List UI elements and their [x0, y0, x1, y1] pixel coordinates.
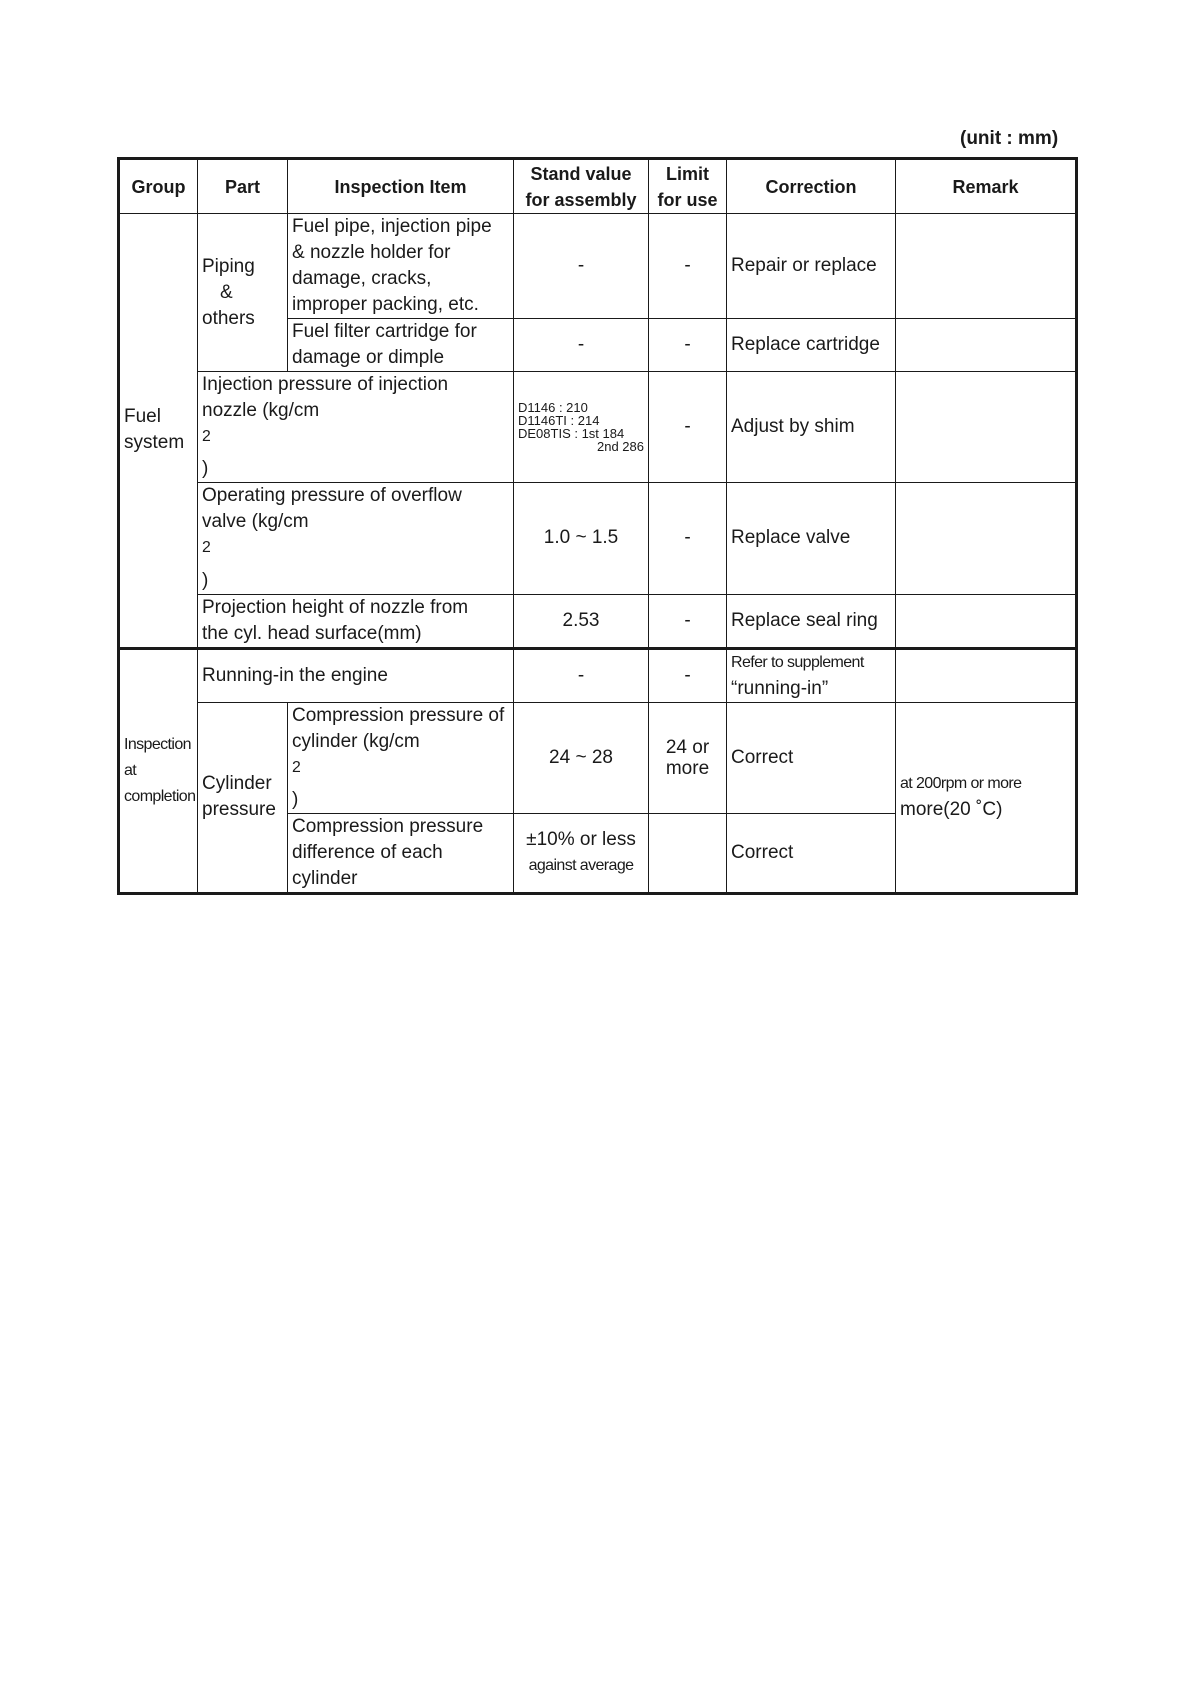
item-fuel-filter: Fuel filter cartridge for damage or dimple	[288, 319, 514, 372]
table-row	[119, 483, 1077, 594]
item-injection-pressure: Injection pressure of injection nozzle (kg/cm $^2$ )	[198, 372, 514, 483]
header-row	[119, 159, 1077, 214]
group-fuel-system: Fuel system	[119, 214, 198, 649]
table-row	[119, 594, 1077, 648]
limit-projection-height: -	[649, 594, 727, 648]
remark-running-in	[896, 648, 1077, 702]
correction-injection-pressure: Adjust by shim	[727, 372, 896, 483]
item-overflow-valve: Operating pressure of overflow valve (kg/cm $^2$ )	[198, 483, 514, 594]
stand-running-in: -	[514, 648, 649, 702]
limit-compression-difference	[649, 813, 727, 893]
remark-overflow-valve	[896, 483, 1077, 594]
stand-compression-difference: ±10% or less against average	[514, 813, 649, 893]
stand-compression-pressure: 24 ~ 28	[514, 702, 649, 813]
limit-overflow-valve: -	[649, 483, 727, 594]
stand-injection-pressure: D1146 : 210 D1146TI : 214 DE08TIS : 1st 184 2nd 286	[514, 372, 649, 483]
correction-overflow-valve: Replace valve	[727, 483, 896, 594]
header-group: Group	[119, 159, 198, 214]
remark-fuel-pipe	[896, 214, 1077, 319]
correction-projection-height: Replace seal ring	[727, 594, 896, 648]
header-correction: Correction	[727, 159, 896, 214]
table-row	[119, 702, 1077, 813]
limit-compression-pressure: 24 or more	[649, 702, 727, 813]
remark-compression: at 200rpm or more more(20 ˚C)	[896, 702, 1077, 893]
table-row	[119, 372, 1077, 483]
remark-projection-height	[896, 594, 1077, 648]
limit-fuel-filter: -	[649, 319, 727, 372]
remark-injection-pressure	[896, 372, 1077, 483]
stand-fuel-pipe: -	[514, 214, 649, 319]
header-limit: Limit for use	[649, 159, 727, 214]
table-row	[119, 214, 1077, 319]
stand-fuel-filter: -	[514, 319, 649, 372]
limit-running-in: -	[649, 648, 727, 702]
remark-fuel-filter	[896, 319, 1077, 372]
part-piping-others: Piping & others	[198, 214, 288, 372]
header-part: Part	[198, 159, 288, 214]
item-fuel-pipe: Fuel pipe, injection pipe & nozzle holder for damage, cracks, improper packing, etc.	[288, 214, 514, 319]
correction-compression-difference: Correct	[727, 813, 896, 893]
limit-injection-pressure: -	[649, 372, 727, 483]
item-running-in: Running-in the engine	[198, 648, 514, 702]
correction-compression-pressure: Correct	[727, 702, 896, 813]
header-inspection-item: Inspection Item	[288, 159, 514, 214]
unit-label: (unit : mm)	[960, 128, 1059, 149]
header-stand-value: Stand value for assembly	[514, 159, 649, 214]
item-projection-height: Projection height of nozzle from the cyl. head surface(mm)	[198, 594, 514, 648]
stand-overflow-valve: 1.0 ~ 1.5	[514, 483, 649, 594]
group-inspection-at-completion: Inspection at completion	[119, 648, 198, 893]
part-cylinder-pressure: Cylinder pressure	[198, 702, 288, 893]
item-compression-difference: Compression pressure difference of each cylinder	[288, 813, 514, 893]
limit-fuel-pipe: -	[649, 214, 727, 319]
header-remark: Remark	[896, 159, 1077, 214]
inspection-table	[117, 157, 1078, 895]
item-compression-pressure: Compression pressure of cylinder (kg/cm $^2$ )	[288, 702, 514, 813]
correction-fuel-pipe: Repair or replace	[727, 214, 896, 319]
correction-running-in: Refer to supplement “running-in”	[727, 648, 896, 702]
stand-projection-height: 2.53	[514, 594, 649, 648]
table-row	[119, 648, 1077, 702]
correction-fuel-filter: Replace cartridge	[727, 319, 896, 372]
